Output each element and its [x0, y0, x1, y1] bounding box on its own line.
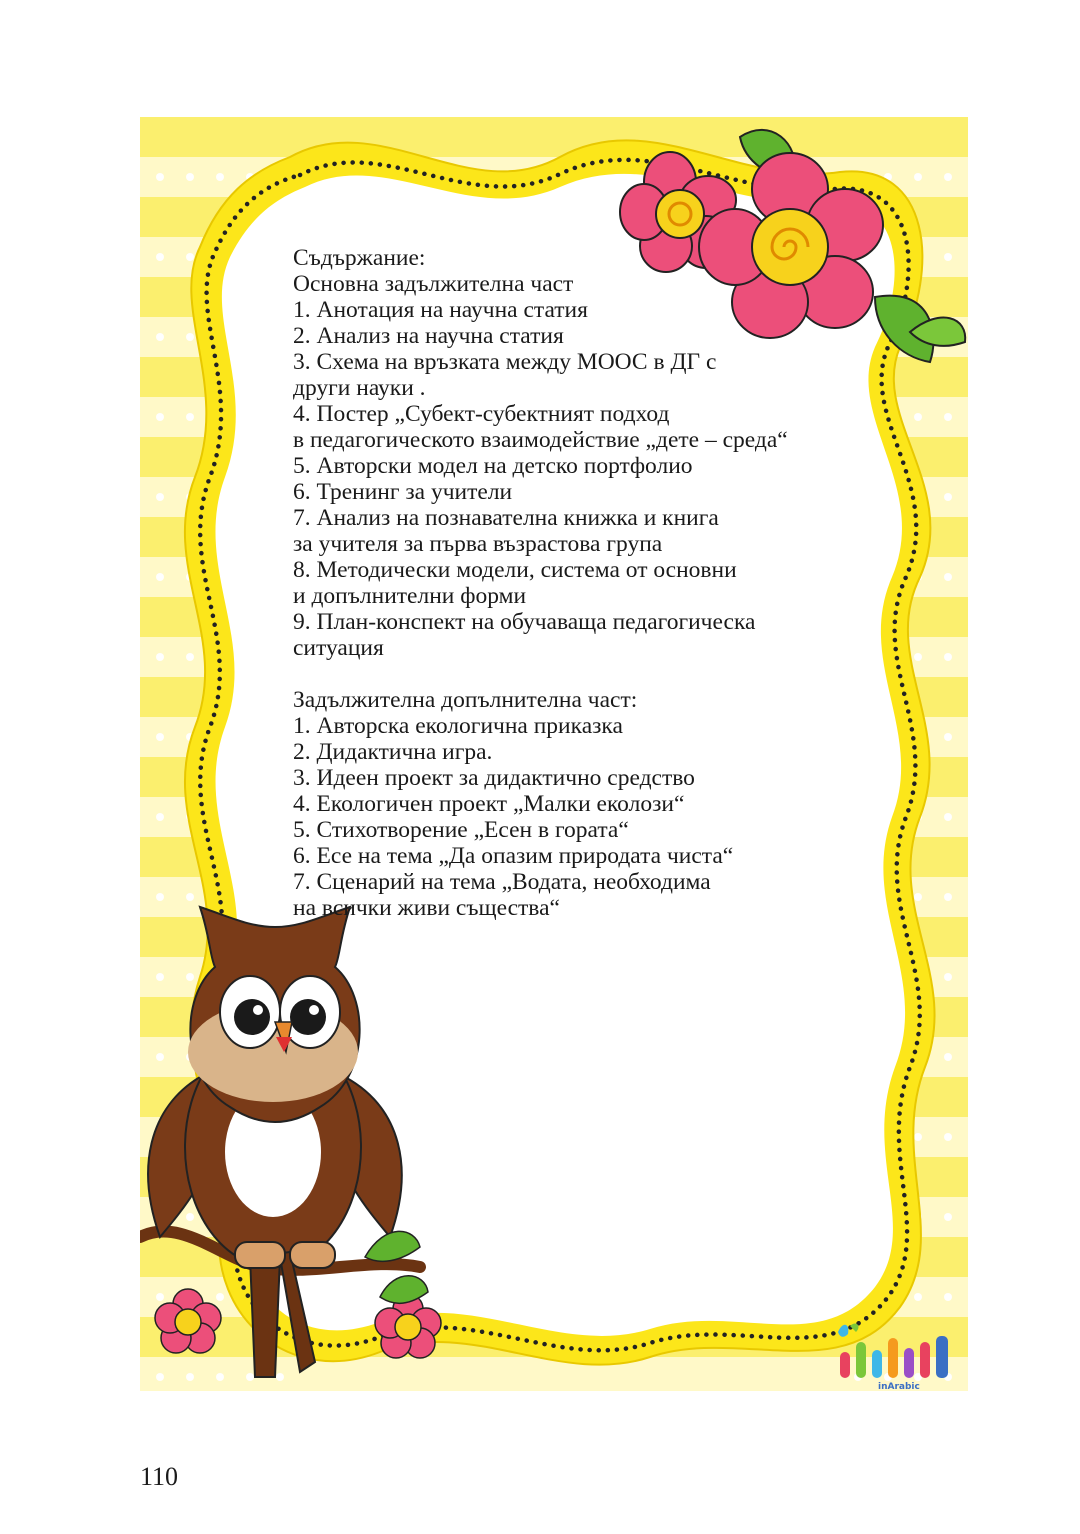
table-of-contents [293, 245, 913, 921]
list-item: 3. Идеен проект за дидактично средство [293, 765, 695, 791]
list-item: за учителя за първа възрастова група [293, 531, 663, 557]
list-item: 8. Методически модели, система от основни [293, 557, 737, 583]
list-item: 4. Постер „Субект-субектният подход [293, 401, 670, 427]
list-item: 9. План-конспект на обучаваща педагогическа [293, 609, 756, 635]
list-item: ситуация [293, 635, 384, 661]
list-item: в педагогическото взаимодействие „дете – среда“ [293, 427, 788, 453]
section-spacer [293, 661, 913, 687]
list-item: 5. Стихотворение „Есен в гората“ [293, 817, 629, 843]
list-item: 2. Анализ на научна статия [293, 323, 564, 349]
list-item: на всички живи същества“ [293, 895, 560, 921]
list-item: и допълнителни форми [293, 583, 527, 609]
list-item: 2. Дидактична игра. [293, 739, 493, 765]
list-item: други науки . [293, 375, 426, 401]
list-item: 6. Тренинг за учители [293, 479, 513, 505]
toc-title: Съдържание: [293, 245, 426, 271]
list-item: 5. Авторски модел на детско портфолио [293, 453, 693, 479]
list-item: 7. Сценарий на тема „Водата, необходима [293, 869, 711, 895]
inarabic-logo-icon [830, 1322, 965, 1391]
page-number: 110 [140, 1462, 179, 1491]
mandatory-section-heading: Основна задължителна част [293, 271, 574, 297]
list-item: 4. Екологичен проект „Малки еколози“ [293, 791, 685, 817]
extra-section-heading: Задължителна допълнителна част: [293, 687, 638, 713]
logo-text: inArabic [878, 1382, 920, 1391]
list-item: 1. Анотация на научна статия [293, 297, 588, 323]
list-item: 6. Есе на тема „Да опазим природата чиста“ [293, 843, 734, 869]
list-item: 3. Схема на връзката между МООС в ДГ с [293, 349, 717, 375]
list-item: 7. Анализ на познавателна книжка и книга [293, 505, 719, 531]
list-item: 1. Авторска екологична приказка [293, 713, 623, 739]
